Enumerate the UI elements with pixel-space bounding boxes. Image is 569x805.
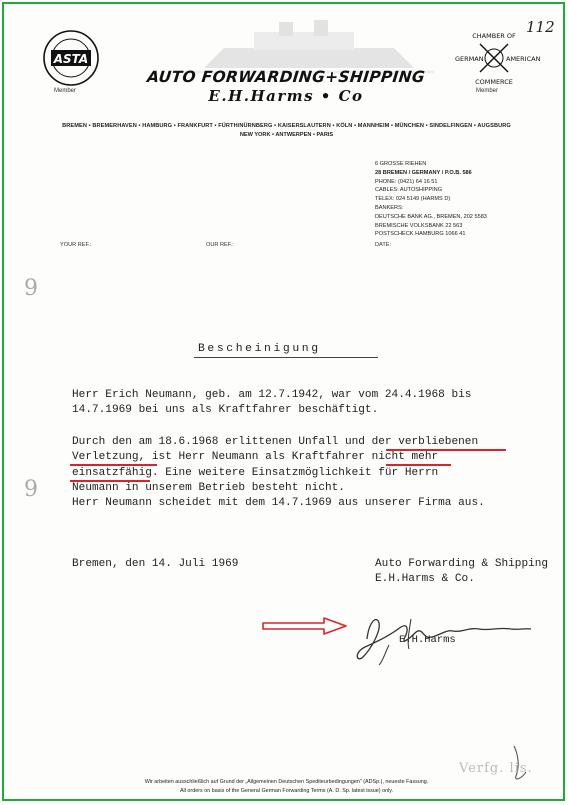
address-line: DEUTSCHE BANK AG., BREMEN, 202 5583 <box>375 213 487 220</box>
red-underline-annotation <box>70 464 157 466</box>
text-line: Herr Erich Neumann, geb. am 12.7.1942, war vom 24.4.1968 bis <box>72 389 472 401</box>
heading-underline <box>194 357 378 358</box>
address-block <box>375 160 487 239</box>
text-line: Neumann in unserem Betrieb besteht nicht. <box>72 481 345 494</box>
svg-text:AMERICAN: AMERICAN <box>506 55 541 63</box>
our-ref-label: OUR REF.: <box>206 242 234 248</box>
text-line: E.H.Harms & Co. <box>375 573 475 586</box>
address-line: 28 BREMEN / GERMANY / P.O.B. 586 <box>375 169 472 176</box>
letter-paragraph-1 <box>72 388 471 419</box>
margin-mark-top: 9 <box>24 276 38 301</box>
red-underline-annotation <box>386 464 451 466</box>
red-underline-annotation <box>70 480 150 482</box>
svg-text:GERMAN: GERMAN <box>455 55 484 63</box>
branch-cities-line-2: NEW YORK • ANTWERPEN • PARIS <box>239 132 334 138</box>
place-and-date: Bremen, den 14. Juli 1969 <box>72 558 239 570</box>
address-line: BREMISCHE VOLKSBANK 22 563 <box>375 222 463 229</box>
red-underline-annotation <box>386 449 506 451</box>
text-line: einsatzfähig. Eine weitere Einsatzmöglichkeit für Herrn <box>72 466 439 479</box>
verfg-stamp: Verfg. lis. <box>459 761 533 776</box>
address-line: PHONE: (0421) 64 16 51 <box>375 178 438 185</box>
asta-logo <box>42 28 100 90</box>
address-line: CABLES: AUTOSHIPPING <box>375 187 443 194</box>
footer-line: All orders on basis of the General German Forwarding Terms (A. D. Sp. latest issue) only. <box>179 787 394 794</box>
asta-member-label: Member <box>54 88 77 94</box>
text-line: 14.7.1969 bei uns als Kraftfahrer beschäftigt. <box>72 404 379 417</box>
chamber-member-label: Member <box>476 88 499 94</box>
red-arrow-annotation <box>262 617 348 640</box>
date-label: DATE: <box>375 242 392 248</box>
footer-line: Wir arbeiten ausschließlich auf Grund der „Allgemeinen Deutschen Spediteurbedingungen" (ADSp.), neueste Fassung. <box>144 779 429 785</box>
text-line: Verletzung, ist Herr Neumann als Kraftfahrer nicht mehr <box>72 451 439 464</box>
address-line: BANKERS: <box>375 204 404 211</box>
address-line: 6 GROSSE RIEHEN <box>375 161 427 167</box>
company-title: AUTO FORWARDING+SHIPPING <box>146 68 426 86</box>
text-line: Durch den am 18.6.1968 erlittenen Unfall und der verbliebenen <box>72 436 479 448</box>
margin-mark-bottom: 9 <box>24 477 38 502</box>
text-line: Herr Neumann scheidet mit dem 14.7.1969 aus unserer Firma aus. <box>72 497 485 510</box>
svg-text:CHAMBER OF: CHAMBER OF <box>472 32 516 40</box>
svg-text:COMMERCE: COMMERCE <box>475 78 513 86</box>
chamber-of-commerce-logo <box>454 26 541 90</box>
company-name: E.H.Harms • Co <box>208 87 364 105</box>
address-line: POSTSCHECK HAMBURG 1066 41 <box>375 231 466 238</box>
text-line: Auto Forwarding & Shipping <box>375 558 549 570</box>
your-ref-label: YOUR REF.: <box>60 242 92 248</box>
signatory-name: E.H.Harms <box>399 634 456 646</box>
branch-cities-line-1: BREMEN • BREMERHAVEN • HAMBURG • FRANKFURT • FÜRTH/NÜRNBERG • KAISERSLAUTERN • KÖLN • MANNHEIM • MÜNCHEN • SINDELFINGEN • AUGSBURG <box>62 123 511 129</box>
document-page <box>2 2 565 801</box>
address-line: TELEX: 024 5149 (HARMS D) <box>375 196 451 203</box>
page-number: 112 <box>526 18 555 36</box>
signature-company <box>375 557 548 588</box>
letter-paragraph-2 <box>72 435 485 511</box>
letter-heading: Bescheinigung <box>198 343 321 355</box>
footer-terms <box>14 778 559 795</box>
asta-logo-text: ASTA <box>53 52 89 66</box>
